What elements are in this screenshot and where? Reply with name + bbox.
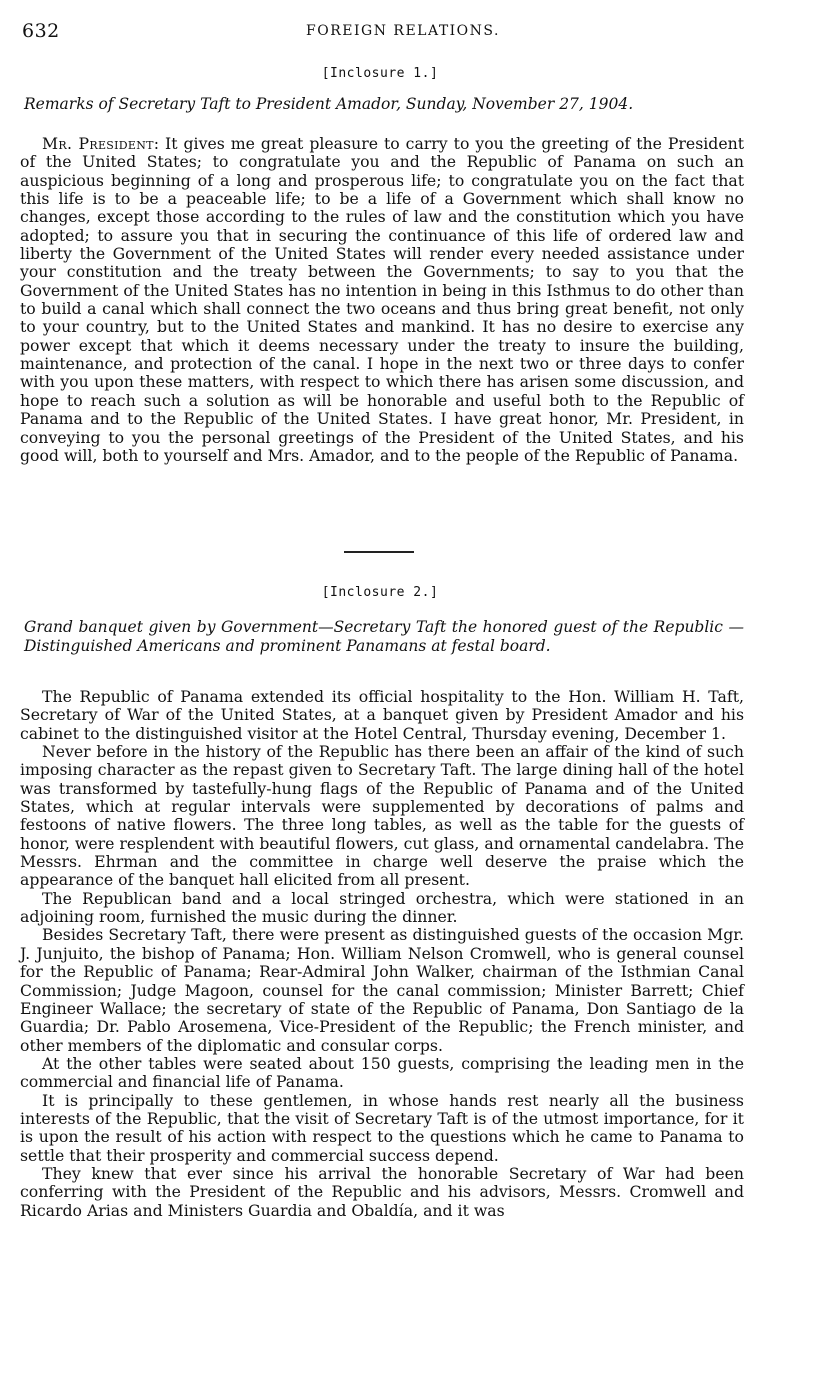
inclosure-2-body [20, 688, 744, 1220]
running-head [22, 20, 744, 44]
inclosure-1-label: [Inclosure 1.] [321, 66, 439, 81]
section-divider [344, 551, 414, 553]
speaker-label: Mr. President [42, 134, 154, 153]
inclosure-1-caption: Remarks of Secretary Taft to President Amador, Sunday, November 27, 1904. [24, 95, 634, 113]
remarks-paragraph [20, 135, 744, 465]
inclosure-2-caption: Grand banquet given by Government—Secretary Taft the honored guest of the Republic — Distinguished Americans and prominent Panamans at festal board. [24, 618, 744, 655]
remarks-text: : It gives me great pleasure to carry to you the greeting of the President of the United States; to congratulate you and the Republic of Panama on such an auspicious beginning of a long and prosperous life; to congratulate you on the fact that this life is to be a peaceable life; to be a life of a Government which shall know no changes, except those according to the rules of law and the constitution which you have adopted; to assure you that in securing the continuance of this life of ordered law and liberty the Government of the United States will render every needed assistance under your constitution and the treaty between the Governments; to say to you that the Government of the United States has no intention in being in this Isthmus to do other than to build a canal which shall connect the two oceans and thus bring great benefit, not only to your country, but to the United States and mankind. It has no desire to exercise any power except that which it deems necessary under the treaty to insure the building, maintenance, and protection of the canal. I hope in the next two or three days to confer with you upon these matters, with respect to which there has arisen some discussion, and hope to reach such a solution as will be honorable and useful both to the Republic of Panama and to the Republic of the United States. I have great honor, Mr. President, in conveying to you the personal greetings of the President of the United States, and his good will, both to yourself and Mrs. Amador, and to the people of the Republic of Panama. [20, 134, 745, 465]
article-paragraph: At the other tables were seated about 150 guests, comprising the leading men in the commercial and financial life of Panama. [20, 1053, 744, 1092]
article-paragraph: They knew that ever since his arrival the honorable Secretary of War had been conferring with the President of the Republic and his advisors, Messrs. Cromwell and Ricardo Arias and Ministers Guardia and Obaldía, and it was [20, 1163, 744, 1220]
inclosure-1-body [20, 135, 744, 465]
article-paragraph: Never before in the history of the Republic has there been an affair of the kind of such imposing character as the repast given to Secretary Taft. The large dining hall of the hotel was transformed by tastefully-hung flags of the Republic of Panama and of the United States, which at regular intervals were supplemented by decorations of palms and festoons of native flowers. The three long tables, as well as the table for the guests of honor, were resplendent with beautiful flowers, cut glass, and ornamental candelabra. The Messrs. Ehrman and the committee in charge well deserve the praise which the appearance of the banquet hall elicited from all present. [20, 742, 744, 890]
article-paragraph: The Republican band and a local stringed orchestra, which were stationed in an adjoining room, furnished the music during the dinner. [20, 888, 744, 927]
article-paragraph: Besides Secretary Taft, there were present as distinguished guests of the occasion Mgr. J. Junjuito, the bishop of Panama; Hon. William Nelson Cromwell, who is general counsel for the Republic of Panama; Rear-Admiral John Walker, chairman of the Isthmian Canal Commission; Judge Magoon, counsel for the canal commission; Minister Barrett; Chief Engineer Wallace; the secretary of state of the Republic of Panama, Don Santiago de la Guardia; Dr. Pablo Arosemena, Vice-President of the Republic; the French minister, and other members of the diplomatic and consular corps. [20, 925, 744, 1055]
inclosure-2-label: [Inclosure 2.] [321, 585, 439, 600]
article-paragraph: It is principally to these gentlemen, in whose hands rest nearly all the business interests of the Republic, that the visit of Secretary Taft is of the utmost importance, for it is upon the result of his action with respect to the questions which he came to Panama to settle that their prosperity and commercial success depend. [20, 1090, 744, 1165]
article-paragraph: The Republic of Panama extended its official hospitality to the Hon. William H. Taft, Secretary of War of the United States, at a banquet given by President Amador and his cabinet to the distinguished visitor at the Hotel Central, Thursday evening, December 1. [20, 687, 744, 743]
running-title: FOREIGN RELATIONS. [306, 23, 500, 39]
page-number: 632 [22, 20, 60, 42]
